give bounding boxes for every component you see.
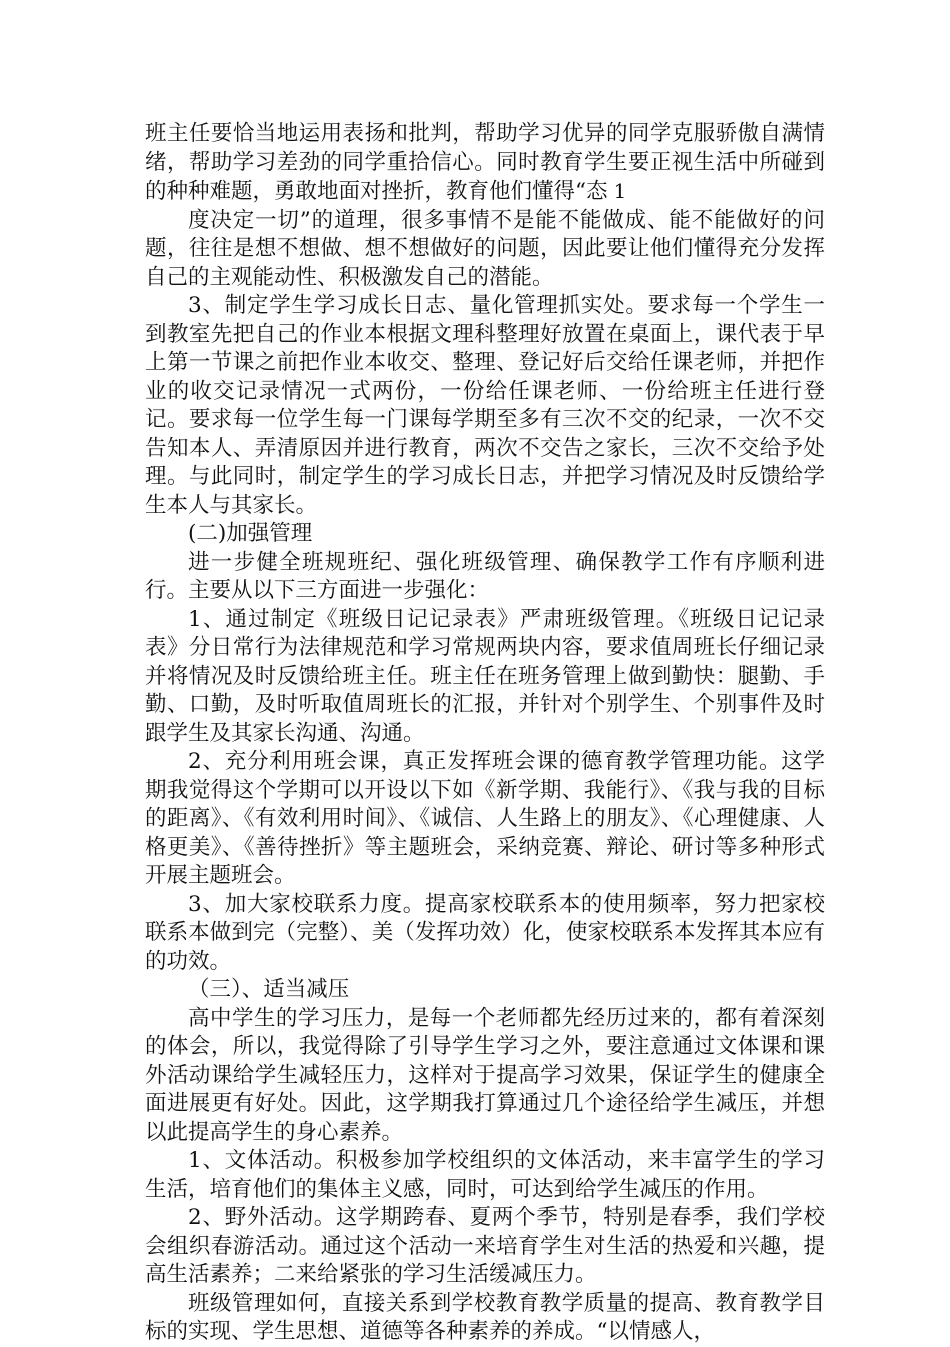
page-number: 1: [613, 179, 627, 203]
paragraph-6: 1、通过制定《班级日记记录表》严肃班级管理。《班级日记记录表》分日常行为法律规范和学习常规两块内容，要求值周班长仔细记录并将情况及时反馈给班主任。班主任在班务管理上做到勤快：腿勤、手勤、口勤，及时听取值周班长的汇报，并针对个别学生、个别事件及时跟学生及其家长沟通、沟通。: [145, 606, 825, 746]
paragraph-13: 班级管理如何，直接关系到学校教育教学质量的提高、教育教学目标的实现、学生思想、道德等各种素养的养成。“以情感人，: [145, 1290, 825, 1344]
paragraph-12: 2、野外活动。这学期跨春、夏两个季节，特别是春季，我们学校会组织春游活动。通过这个活动一来培育学生对生活的热爱和兴趣，提高生活素养；二来给紧张的学习生活缓减压力。: [145, 1205, 825, 1287]
paragraph-5: 进一步健全班规班纪、强化班级管理、确保教学工作有序顺利进行。主要从以下三方面进一步强化：: [145, 549, 825, 603]
paragraph-1: [145, 120, 825, 207]
paragraph-7: 2、充分利用班会课，真正发挥班会课的德育教学管理功能。这学期我觉得这个学期可以开设以下如《新学期、我能行》、《我与我的目标的距离》、《有效利用时间》、《诚信、人生路上的朋友》、《心理健康、人格更美》、《善待挫折》等主题班会，采纳竞赛、辩论、研讨等多种形式开展主题班会。: [145, 749, 825, 888]
paragraph-8: 3、加大家校联系力度。提高家校联系本的使用频率，努力把家校联系本做到完（完整）、美（发挥功效）化，使家校联系本发挥其本应有的功效。: [145, 891, 825, 974]
document-body: [145, 120, 825, 1347]
paragraph-10: 高中学生的学习压力，是每一个老师都先经历过来的，都有着深刻的体会，所以，我觉得除了引导学生学习之外，要注意通过文体课和课外活动课给学生减轻压力，这样对于提高学习效果，保证学生的健康全面进展更有好处。因此，这学期我打算通过几个途径给学生减压，并想以此提高学生的身心素养。: [145, 1005, 825, 1145]
section-heading-2: (二)加强管理: [188, 521, 313, 546]
paragraph-2: 度决定一切”的道理，很多事情不是能不能做成、能不能做好的问题，往往是想不想做、想不想做好的问题，因此要让他们懂得充分发挥自己的主观能动性、积极激发自己的潜能。: [145, 207, 825, 290]
paragraph-3: 3、制定学生学习成长日志、量化管理抓实处。要求每一个学生一到教室先把自己的作业本根据文理科整理好放置在桌面上，课代表于早上第一节课之前把作业本收交、整理、登记好后交给任课老师，并把作业的收交记录情况一式两份，一份给任课老师、一份给班主任进行登记。要求每一位学生每一门课每学期至多有三次不交的纪录，一次不交告知本人、弄清原因并进行教育，两次不交告之家长，三次不交给予处理。与此同时，制定学生的学习成长日志，并把学习情况及时反馈给学生本人与其家长。: [145, 293, 825, 518]
paragraph-1-text: 班主任要恰当地运用表扬和批判，帮助学习优异的同学克服骄傲自满情绪，帮助学习差劲的同学重拾信心。同时教育学生要正视生活中所碰到的种种难题，勇敢地面对挫折，教育他们懂得“态: [145, 121, 825, 204]
paragraph-11: 1、文体活动。积极参加学校组织的文体活动，来丰富学生的学习生活，培育他们的集体主义感，同时，可达到给学生减压的作用。: [145, 1148, 825, 1202]
section-heading-3: （三）、适当减压: [188, 977, 350, 1002]
